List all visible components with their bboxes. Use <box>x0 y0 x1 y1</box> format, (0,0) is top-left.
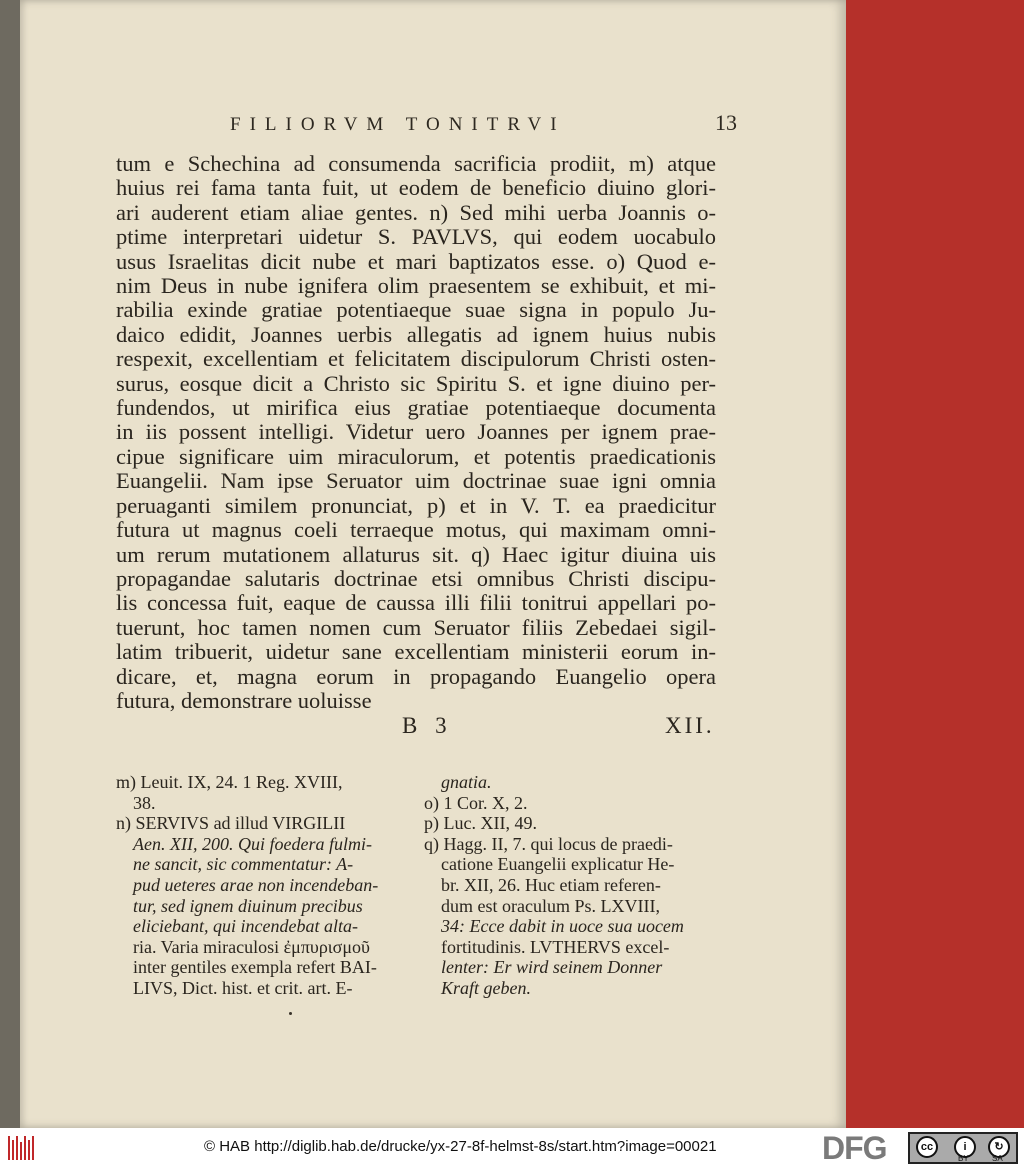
signature-mark: B 3 <box>402 713 453 738</box>
footnote-line: dum est oraculum Ps. LXVIII, <box>441 895 660 916</box>
body-line: dicare, et, magna eorum in propagando Euangelio opera <box>116 663 716 689</box>
body-line: latim tribuerit, uidetur sane excellentiam ministerii eorum in- <box>116 639 716 665</box>
footnote-line: LIVS, Dict. hist. et crit. art. E- <box>133 977 353 998</box>
sa-label: SA <box>992 1154 1003 1163</box>
footnote-line: Kraft geben. <box>441 977 531 998</box>
body-line: in iis possent intelligi. Videtur uero Joannes per ignem prae- <box>116 419 716 445</box>
footnote-line: inter gentiles exempla refert BAI- <box>133 957 377 978</box>
footnote-line: fortitudinis. LVTHERVS excel- <box>441 936 670 957</box>
body-line: nim Deus in nube ignifera olim praesentem se exhibuit, et mi- <box>116 273 716 299</box>
running-title: FILIORVM TONITRVI <box>230 114 566 135</box>
body-line: Euangelii. Nam ipse Seruator uim doctrinae suae igni omnia <box>116 468 716 494</box>
body-line: peruaganti similem pronunciat, p) et in V. T. ea praedicitur <box>116 492 716 518</box>
body-line: surus, eosque dicit a Christo sic Spiritu S. et igne diuino per- <box>116 370 716 396</box>
body-line: fundendos, ut mirifica eius gratiae potentiaeque documenta <box>116 395 716 421</box>
background-red-strip <box>846 0 1024 1128</box>
body-line: tuerunt, hoc tamen nomen cum Seruator filiis Zebedaei sigil- <box>116 614 716 640</box>
footnote-line: p) Luc. XII, 49. <box>424 813 537 834</box>
footnote-line: catione Euangelii explicatur He- <box>441 854 675 875</box>
page-number: 13 <box>715 110 737 135</box>
body-line: usus Israelitas dicit nube et mari baptizatos esse. o) Quod e- <box>116 248 716 274</box>
footnotes-right-column <box>424 772 734 999</box>
footnote-line: q) Hagg. II, 7. qui locus de praedi- <box>424 833 673 854</box>
footnote-line: 34: Ecce dabit in uoce sua uocem <box>441 916 684 937</box>
body-line: propagandae salutaris doctrinae etsi omnibus Christi discipu- <box>116 565 716 591</box>
copyright-link[interactable]: © HAB http://diglib.hab.de/drucke/yx-27-8f-helmst-8s/start.htm?image=00021 <box>204 1138 717 1155</box>
footnote-line: br. XII, 26. Huc etiam referen- <box>441 874 661 895</box>
footnote-line: Aen. XII, 200. Qui foedera fulmi- <box>133 833 372 854</box>
dfg-logo: DFG <box>822 1130 887 1166</box>
body-line: futura ut magnus coeli terraeque motus, qui maximam omni- <box>116 517 716 543</box>
body-line: lis concessa fuit, eaque de caussa illi filii tonitrui appellari po- <box>116 590 716 616</box>
body-line: respexit, excellentiam et felicitatem discipulorum Christi osten- <box>116 346 716 372</box>
footnote-line: lenter: Er wird seinem Donner <box>441 957 663 978</box>
footnotes-left-column <box>116 772 416 999</box>
cc-icon: cc <box>916 1136 938 1158</box>
footnote-line: tur, sed ignem diuinum precibus <box>133 895 363 916</box>
body-line: ari auderent etiam aliae gentes. n) Sed mihi uerba Joannis o- <box>116 199 716 225</box>
footnote-line: n) SERVIVS ad illud VIRGILII <box>116 813 346 834</box>
footnote-line: ne sancit, sic commentatur: A- <box>133 854 354 875</box>
footnote-line: m) Leuit. IX, 24. 1 Reg. XVIII, <box>116 772 343 792</box>
footnote-line: eliciebant, qui incendebat alta- <box>133 916 358 937</box>
cc-license-badge[interactable] <box>908 1132 1018 1164</box>
footnote-line: 38. <box>133 792 156 813</box>
body-line: futura, demonstrare uoluisse <box>116 687 372 713</box>
by-icon: i <box>954 1136 976 1158</box>
hab-logo-icon[interactable] <box>6 1132 38 1164</box>
by-label: BY <box>958 1154 969 1163</box>
footnote-line: pud ueteres arae non incendeban- <box>133 874 379 895</box>
body-text <box>116 152 716 713</box>
footnote-line: gnatia. <box>441 772 492 792</box>
body-line: rabilia exinde gratiae potentiaeque suae signa in populo Ju- <box>116 297 716 323</box>
viewer-footer <box>0 1128 1024 1168</box>
sa-icon: ↻ <box>988 1136 1010 1158</box>
body-line: tum e Schechina ad consumenda sacrificia prodiit, m) atque <box>116 151 716 176</box>
footnote-line: o) 1 Cor. X, 2. <box>424 792 528 813</box>
body-line: cipue significare uim miraculorum, et potentis praedicationis <box>116 443 716 469</box>
book-page <box>20 0 846 1128</box>
footnote-line: ria. Varia miraculosi ἐμπυρισμοῦ <box>133 936 370 957</box>
body-line: huius rei fama tanta fuit, ut eodem de beneficio diuino glori- <box>116 175 716 201</box>
body-line: daico edidit, Joannes uerbis allegatis ad ignem huius nubis <box>116 321 716 347</box>
body-line: ptime interpretari uidetur S. PAVLVS, qui eodem uocabulo <box>116 224 716 250</box>
body-line: um rerum mutationem allaturus sit. q) Haec igitur diuina uis <box>116 541 716 567</box>
catchword: XII. <box>665 713 715 738</box>
background-left-strip <box>0 0 20 1128</box>
ink-speck <box>289 1012 292 1015</box>
